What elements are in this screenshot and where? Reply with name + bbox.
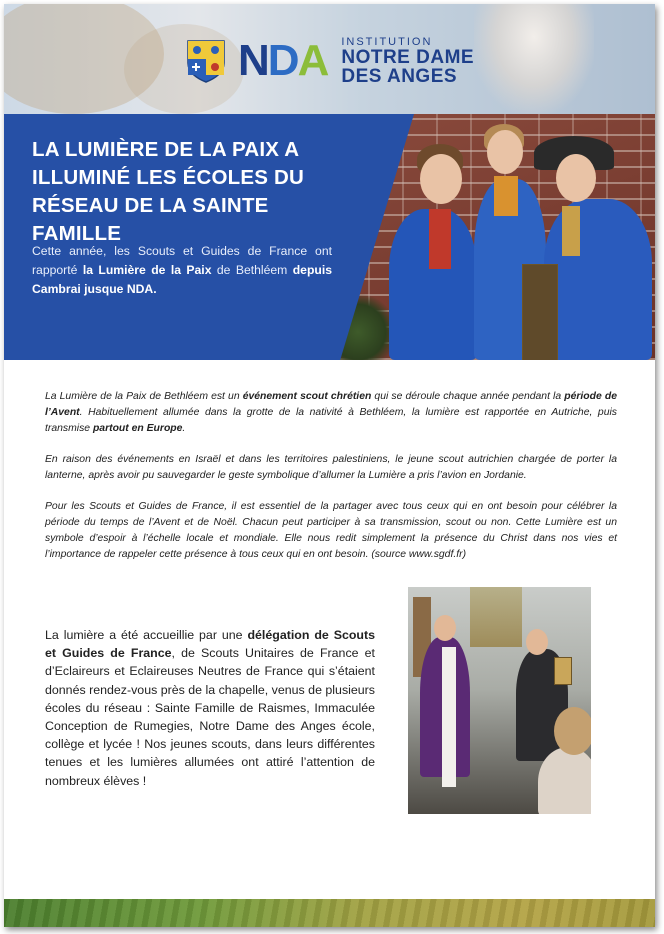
intro-text (45, 389, 617, 578)
footer-banner (4, 899, 655, 927)
intro-p1-text-c: qui se déroule chaque année pendant la (371, 391, 565, 402)
logo-letter-d: D (267, 36, 298, 85)
priest-face (434, 615, 456, 641)
angel-statue-photo (474, 4, 594, 114)
subtitle-bold-2: depuis Cambrai jusque NDA. (32, 263, 333, 296)
logo-letter-n: N (238, 36, 268, 85)
intro-p1-bold-b: événement scout chrétien (242, 391, 372, 402)
girl-figure (538, 747, 591, 814)
subtitle-text-1: Cette année, les Scouts et Guides de France ont rapporté (32, 244, 332, 277)
intro-p1-text-a: La Lumière de la Paix de Bethléem est un (45, 391, 243, 402)
lantern (522, 264, 558, 360)
scout-scarf-2 (494, 176, 518, 216)
nda-monogram (238, 36, 328, 85)
chapel-lantern (554, 657, 572, 685)
story-text (45, 626, 375, 790)
chapel-photo (408, 587, 591, 814)
man-face (526, 629, 548, 655)
chapel-window (470, 587, 522, 647)
institution-name (341, 36, 474, 86)
story-text-c: , de Scouts Unitaires de France et d’Eclaireurs et Eclaireuses Neutres de France qui s’étaient donnés rendez-vous près de la chapelle, venus de plusieurs écoles du réseau : Sainte Famille de Raismes, Immaculée Conception de Rumegies, Notre Dame des Anges école, collège et lycée ! Nos jeunes scouts, dans leurs différentes tenues et les lumières allumées ont attiré l’attention de nombreux élèves ! (45, 646, 375, 788)
shield-crest-icon (186, 39, 226, 83)
scout-face-2 (487, 130, 523, 174)
intro-paragraph-1 (45, 389, 617, 437)
headline: LA LUMIÈRE DE LA PAIX A ILLUMINÉ LES ÉCOLES DU RÉSEAU DE LA SAINTE FAMILLE (32, 138, 305, 245)
institution-logo (186, 36, 474, 86)
girl-hair (554, 707, 591, 755)
scout-scarf (429, 209, 451, 269)
story-text-a: La lumière a été accueillie par une (45, 628, 248, 642)
subtitle-text-2: de Bethléem (211, 263, 293, 277)
institution-name-line2: DES ANGES (341, 66, 458, 87)
institution-label: INSTITUTION (341, 36, 433, 48)
story-bold-b: délégation de Scouts et Guides de France (45, 628, 376, 661)
headline-subtitle (32, 242, 332, 299)
intro-p1-bold-d: période de l’Avent (45, 391, 618, 418)
header-banner (4, 4, 655, 114)
newsletter-page (4, 4, 655, 927)
intro-paragraph-3: Pour les Scouts et Guides de France, il est essentiel de la partager avec tous ceux qui en ont besoin pour célébrer la période du temps de l’Avent et de Noël. Chacun peut participer à sa transmission, scout ou non. Cette Lumière est un symbole d’espoir à l’échelle locale et mondiale. Elle nous redit simplement la présence du Christ dans nos vies et l’importance de rappeler cette présence à tous ceux qui en ont besoin. (source www.sgdf.fr) (45, 501, 617, 560)
priest-alb (442, 647, 456, 787)
intro-p1-bold-f: partout en Europe (92, 423, 183, 434)
subtitle-bold-1: la Lumière de la Paix (82, 263, 212, 277)
scout-boy-right (544, 199, 652, 360)
scout-scarf-3 (562, 206, 580, 256)
intro-paragraph-2: En raison des événements en Israël et dans les territoires palestiniens, le jeune scout autrichien chargée de porter la lanterne, après avoir pu sauvegarder le geste symbolique d’allumer la Lumière a pris l’avion en Jordanie. (45, 454, 617, 481)
scout-face (420, 154, 462, 204)
logo-letter-a: A (297, 36, 328, 85)
scout-face-3 (556, 154, 596, 202)
intro-p1-text-e: . Habituellement allumée dans la grotte de la nativité à Bethléem, la lumière est rapportée en Autriche, puis transmise (45, 407, 617, 434)
institution-name-line1: NOTRE DAME (341, 47, 475, 68)
intro-p1-text-g: . (182, 423, 186, 434)
